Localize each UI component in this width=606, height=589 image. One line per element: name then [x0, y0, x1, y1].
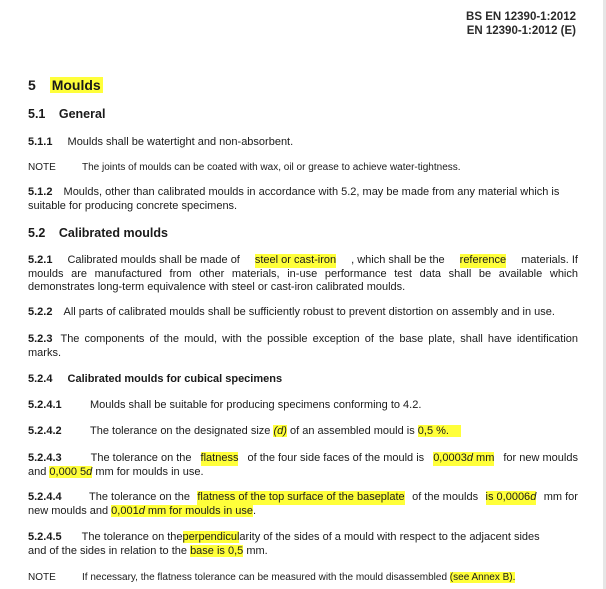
- highlight-steel: steel or cast-iron: [254, 254, 337, 266]
- highlight-annex-b: (see Annex B).: [449, 572, 516, 583]
- header-line-1: BS EN 12390-1:2012: [466, 11, 576, 23]
- note-label: NOTE: [28, 572, 56, 583]
- note-text: If necessary, the flatness tolerance can be measured with the mould disassembled: [82, 572, 448, 583]
- clause-number: 5.1.1: [28, 136, 53, 148]
- highlight-symbol: d: [86, 465, 93, 478]
- highlight-tolerance-in-use: [49, 466, 92, 478]
- section-5-2-4-heading: [28, 373, 282, 387]
- clause-text-line-2: suitable for producing concrete specimens.: [28, 199, 238, 212]
- clause-number: 5.2.4.1: [28, 399, 62, 411]
- clause-number: 5.1.2: [28, 186, 53, 198]
- clause-5-2-3: [28, 333, 578, 360]
- highlight-value: 0,000 5: [49, 465, 87, 478]
- highlight-symbol: d: [466, 452, 473, 464]
- section-title: General: [58, 107, 106, 121]
- clause-text: .: [253, 504, 257, 517]
- clause-5-2-4-1: [28, 399, 422, 413]
- highlight-base-tolerance: base is 0,5: [190, 544, 244, 557]
- clause-number: 5.2.4.5: [28, 531, 62, 543]
- clause-5-1-1: [28, 136, 293, 150]
- clause-5-2-4-5: [28, 531, 578, 558]
- section-5-1-heading: [28, 107, 105, 121]
- clause-text-line-2: marks.: [28, 346, 61, 359]
- highlight-text: mm for moulds in use: [144, 504, 254, 517]
- highlight-perpendicular: perpendicul: [182, 531, 240, 543]
- clause-text: mm for: [543, 491, 578, 503]
- clause-text: , which shall be the: [351, 254, 445, 266]
- clause-text: The tolerance on the: [89, 491, 190, 503]
- highlight-value: is 0,0006: [485, 491, 531, 503]
- highlight-value: 0,0003: [433, 452, 467, 464]
- clause-text: materials. If: [521, 254, 578, 266]
- header-line-2: EN 12390-1:2012 (E): [466, 25, 576, 37]
- highlight-tolerance-new: [433, 452, 494, 466]
- highlight-tolerance-new: [486, 491, 537, 505]
- clause-number: 5.2.4.2: [28, 425, 62, 437]
- clause-5-2-4-2: [28, 425, 449, 439]
- clause-text: of the four side faces of the mould is: [247, 452, 425, 464]
- clause-5-2-4-3: [28, 452, 578, 479]
- highlight-tolerance: 0,5 %.: [418, 425, 461, 437]
- clause-number: 5.2.1: [28, 254, 53, 266]
- clause-text: The tolerance on the: [81, 531, 183, 543]
- section-number: 5.2.4: [28, 373, 53, 385]
- clause-number: 5.2.2: [28, 306, 53, 318]
- clause-text: mm for moulds in use.: [95, 465, 204, 478]
- note-text: The joints of moulds can be coated with wax, oil or grease to achieve water-tightness.: [82, 162, 461, 173]
- clause-text: and of the sides in relation to the: [28, 544, 187, 557]
- highlight-baseplate: flatness of the top surface of the baseplate: [197, 491, 405, 503]
- highlight-tolerance-in-use: [111, 505, 253, 517]
- clause-text: Calibrated moulds shall be made of: [67, 254, 240, 266]
- highlight-flatness: flatness: [200, 452, 239, 464]
- clause-text: new moulds and: [28, 504, 109, 517]
- section-number: 5.2: [28, 226, 46, 240]
- clause-text: mm.: [246, 544, 268, 557]
- clause-number: 5.2.4.3: [28, 452, 62, 464]
- section-title: Moulds: [51, 77, 101, 93]
- clause-5-1-2: [28, 186, 578, 213]
- highlight-d: (d): [273, 425, 287, 437]
- standard-header: [466, 10, 576, 38]
- clause-text: The tolerance on the: [90, 452, 192, 464]
- clause-text: Moulds shall be watertight and non-absorbent.: [67, 136, 294, 148]
- clause-text: Moulds shall be suitable for producing specimens conforming to 4.2.: [90, 399, 422, 411]
- note-1: [28, 162, 461, 173]
- clause-text: All parts of calibrated moulds shall be sufficiently robust to prevent distortion on assembly and in use.: [63, 306, 555, 318]
- section-title: Calibrated moulds for cubical specimens: [67, 373, 283, 385]
- highlight-unit: mm: [472, 452, 495, 464]
- highlight-symbol: d: [530, 491, 537, 503]
- highlight-reference: reference: [459, 254, 507, 266]
- clause-text: and: [28, 465, 47, 478]
- clause-text-line-1: Moulds, other than calibrated moulds in accordance with 5.2, may be made from any material which is: [63, 186, 560, 198]
- note-label: NOTE: [28, 162, 56, 173]
- clause-5-2-1: [28, 254, 578, 295]
- section-5-2-heading: [28, 226, 168, 240]
- clause-text: for new moulds: [503, 452, 578, 464]
- clause-text: arity of the sides of a mould with respect to the adjacent sides: [239, 531, 540, 543]
- clause-text: of an assembled mould is: [289, 425, 415, 437]
- section-number: 5: [28, 77, 36, 93]
- clause-5-2-4-4: [28, 491, 578, 518]
- clause-text: of the moulds: [412, 491, 479, 503]
- clause-text-line-2: moulds are manufactured from other materials, in-use performance test data shall be available which: [28, 267, 578, 280]
- clause-number: 5.2.3: [28, 333, 53, 345]
- clause-5-2-2: [28, 306, 555, 320]
- section-title: Calibrated moulds: [58, 226, 168, 240]
- clause-text: The tolerance on the designated size: [90, 425, 271, 437]
- clause-text-line-1: The components of the mould, with the possible exception of the base plate, shall have identification: [60, 333, 578, 345]
- section-5-heading: [28, 77, 103, 93]
- note-2: [28, 572, 516, 583]
- highlight-symbol: d: [138, 504, 145, 517]
- section-number: 5.1: [28, 107, 46, 121]
- clause-number: 5.2.4.4: [28, 491, 62, 503]
- highlight-value: 0,001: [111, 504, 139, 517]
- clause-text-line-3: demonstrates long-term equivalence with steel or cast-iron calibrated moulds.: [28, 281, 406, 293]
